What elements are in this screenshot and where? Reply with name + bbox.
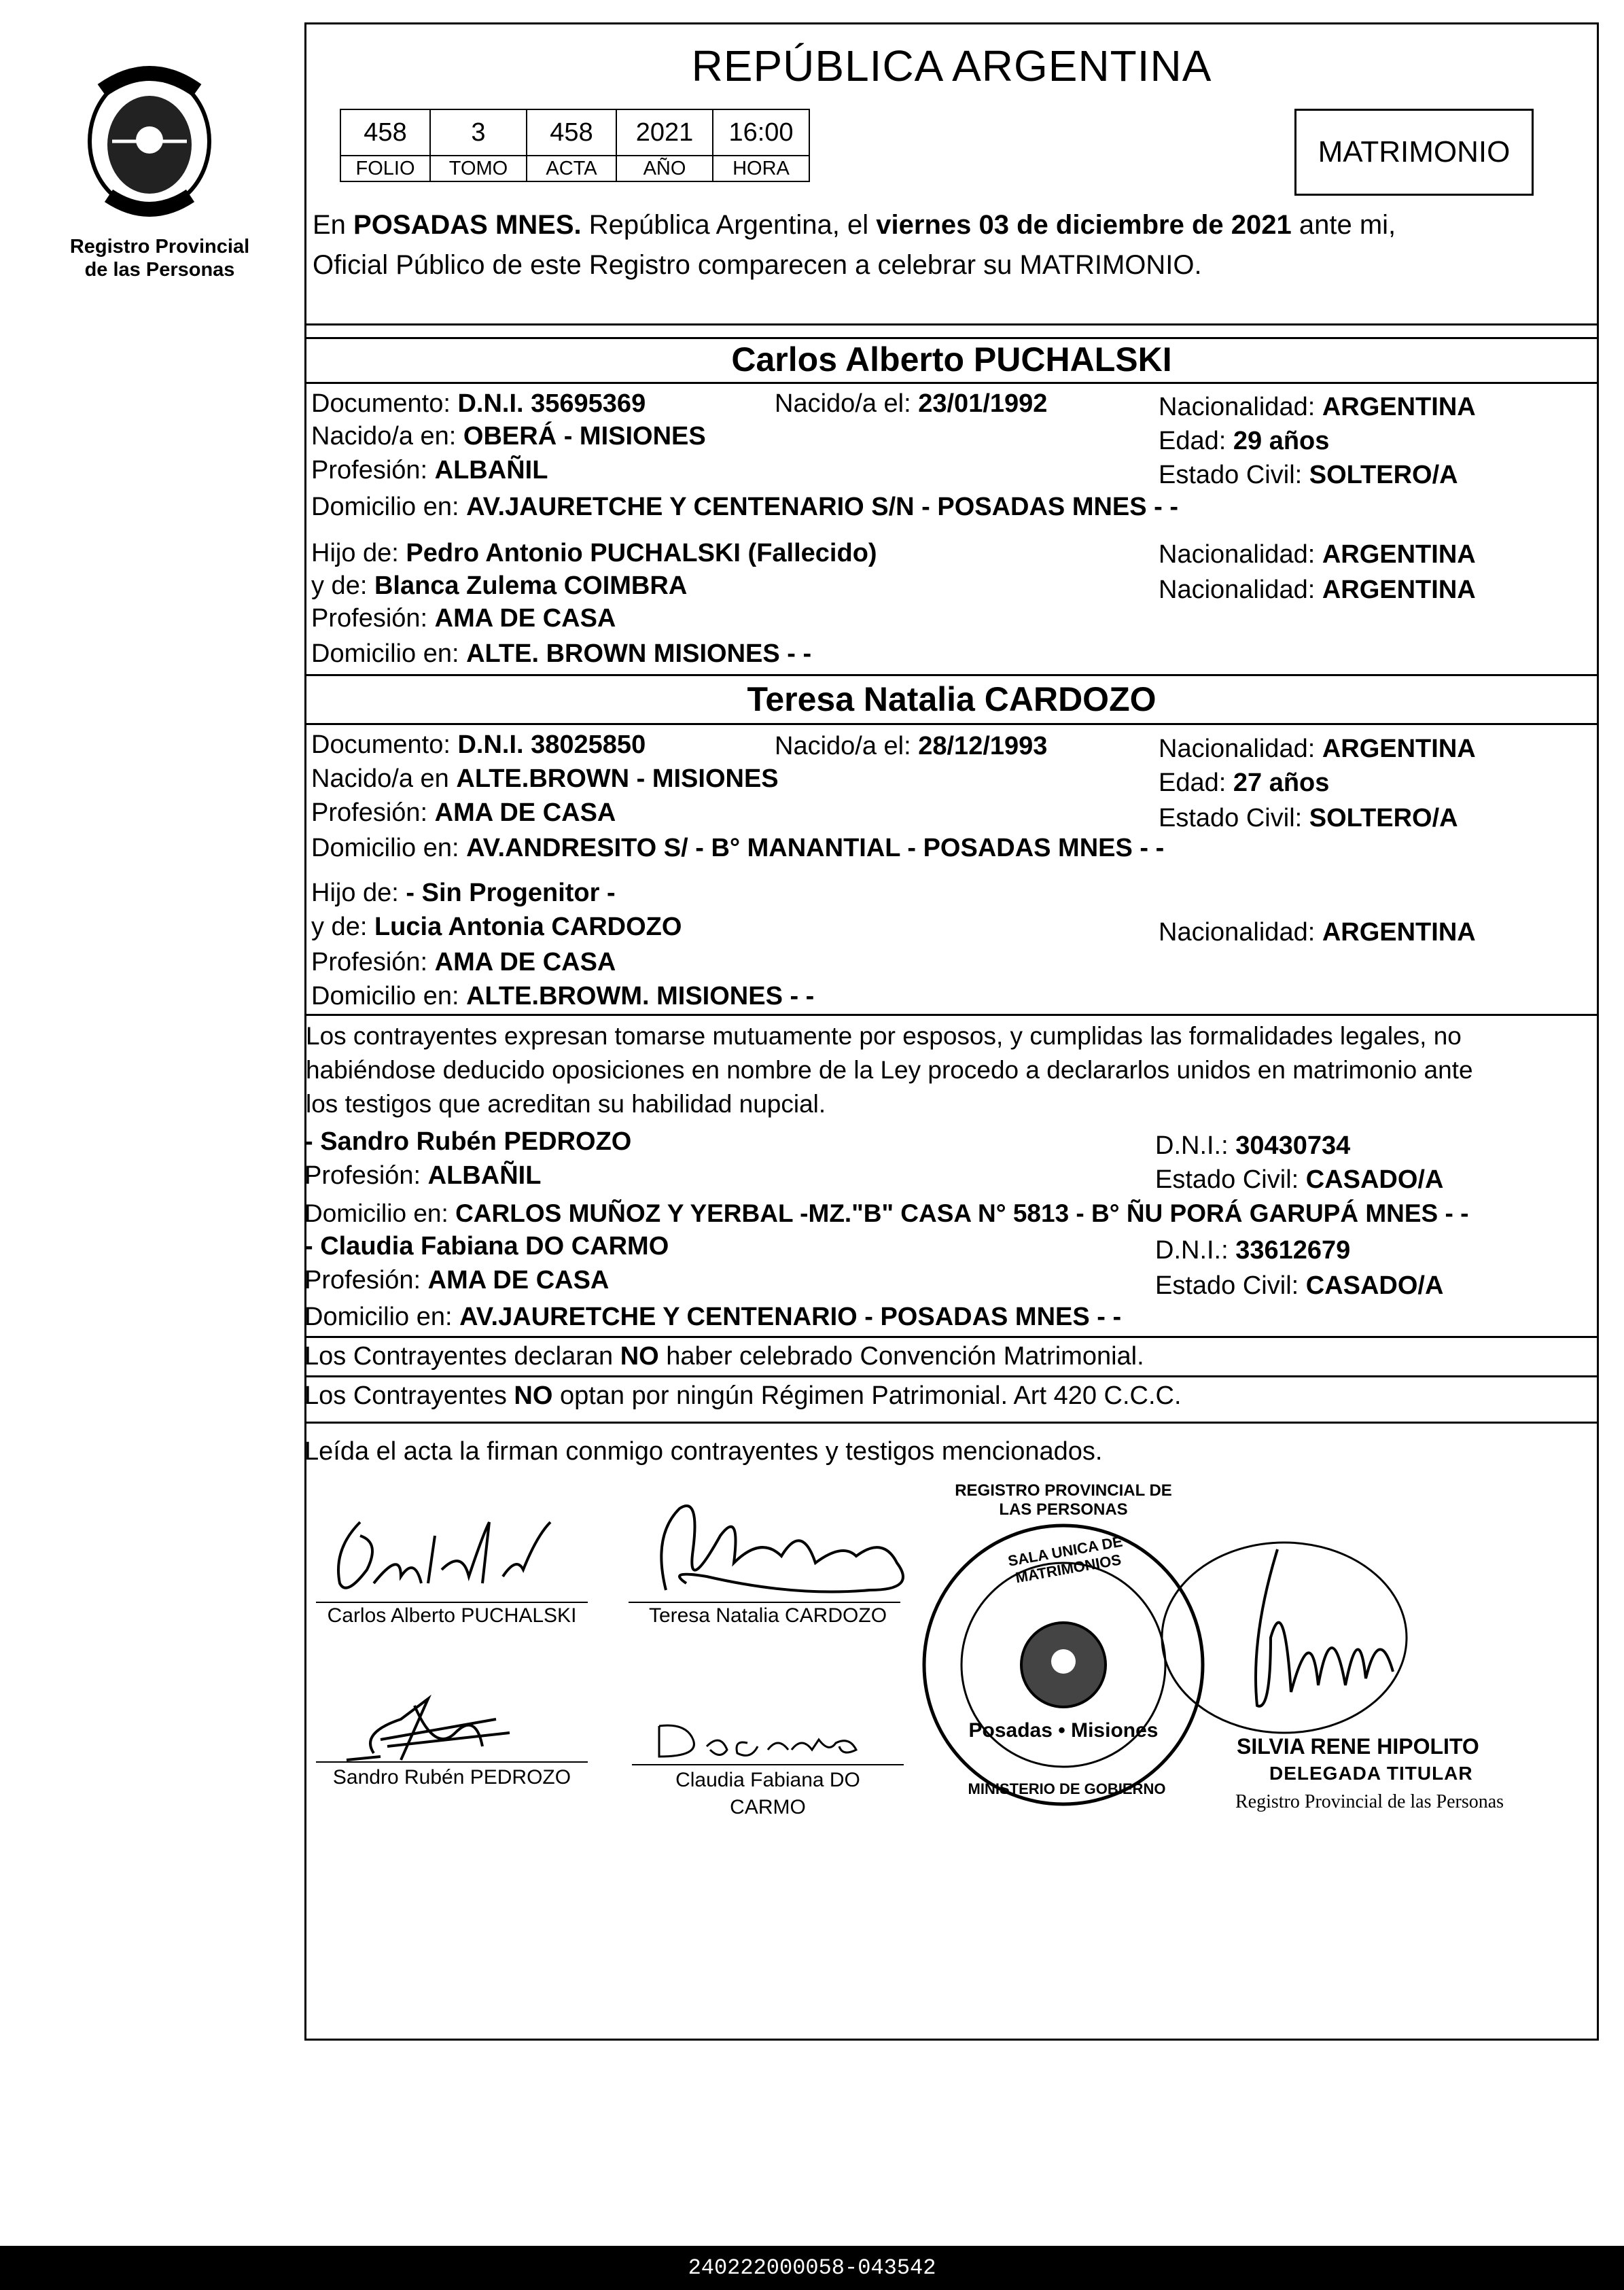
party1-parent-address <box>311 637 811 670</box>
seal-inner-text: SALA UNICA DE MATRIMONIOS <box>1006 1532 1124 1587</box>
label: Domicilio en: <box>311 982 467 1010</box>
intro-date: viernes 03 de diciembre de 2021 <box>876 210 1292 240</box>
divider <box>304 382 1599 384</box>
value: OBERÁ - MISIONES <box>463 422 706 451</box>
value: SOLTERO/A <box>1309 804 1458 832</box>
label: Estado Civil: <box>1155 1271 1306 1300</box>
document-id-bar: 240222000058-043542 <box>0 2246 1624 2290</box>
value: ARGENTINA <box>1322 735 1476 763</box>
declaration-line1: Los contrayentes expresan tomarse mutuamente por esposos, y cumplidas las formalidades legales, no <box>306 1022 1462 1050</box>
value: 28/12/1993 <box>918 732 1048 760</box>
official-org: Registro Provincial de las Personas <box>1235 1791 1504 1812</box>
witness2-profession <box>304 1264 609 1297</box>
label: Profesión: <box>311 456 435 485</box>
convention-line2 <box>304 1379 1182 1412</box>
label: Nacionalidad: <box>1159 735 1322 763</box>
value: ALBAÑIL <box>427 1161 542 1190</box>
value: CARLOS MUÑOZ Y YERBAL -MZ."B" CASA N° 5813 - B° ÑU PORÁ GARUPÁ MNES - - <box>455 1199 1469 1227</box>
party1-address <box>311 491 1178 523</box>
value: 29 años <box>1233 427 1330 455</box>
intro-place: POSADAS MNES. <box>353 210 582 240</box>
act-type: MATRIMONIO <box>1318 135 1511 169</box>
text: Los Contrayentes declaran <box>304 1342 620 1371</box>
label: Estado Civil: <box>1155 1165 1306 1194</box>
official-signature <box>1155 1536 1536 1740</box>
value: SOLTERO/A <box>1309 461 1458 489</box>
label: Estado Civil: <box>1159 804 1309 832</box>
emphasis: NO <box>620 1342 659 1371</box>
value: CASADO/A <box>1305 1271 1444 1300</box>
party1-parent-profession <box>311 602 616 635</box>
value: AMA DE CASA <box>427 1266 610 1294</box>
party1-birthdate <box>775 387 1047 420</box>
party1-mother <box>311 569 687 602</box>
text: haber celebrado Convención Matrimonial. <box>658 1342 1144 1371</box>
value: D.N.I. 38025850 <box>457 730 646 759</box>
signature-pedrozo <box>319 1692 591 1767</box>
value: 30430734 <box>1235 1131 1351 1160</box>
value: ARGENTINA <box>1322 918 1476 947</box>
signature-name-docarmo-line1: Claudia Fabiana DO <box>675 1769 860 1791</box>
party1-profession <box>311 454 548 487</box>
hora-label: HORA <box>713 156 809 181</box>
value: ALBAÑIL <box>434 456 548 485</box>
label: Profesión: <box>311 948 435 976</box>
label: Nacionalidad: <box>1159 540 1322 569</box>
folio-label: FOLIO <box>340 156 430 181</box>
party2-birthplace <box>311 762 779 795</box>
label: Domicilio en: <box>311 493 467 521</box>
witness2-address <box>304 1301 1121 1333</box>
label: Profesión: <box>311 604 435 633</box>
party1-nationality <box>1159 391 1476 423</box>
signature-name-cardozo: Teresa Natalia CARDOZO <box>648 1604 887 1627</box>
label: Profesión: <box>311 798 435 827</box>
label: y de: <box>311 571 374 600</box>
value: ALTE.BROWM. MISIONES - - <box>466 982 815 1010</box>
signature-name-docarmo <box>629 1767 907 1821</box>
closing-text: Leída el acta la firman conmigo contrayentes y testigos mencionados. <box>304 1437 1103 1466</box>
label: Nacionalidad: <box>1159 576 1322 604</box>
emphasis: NO <box>514 1381 553 1410</box>
declaration-line3: los testigos que acreditan su habilidad nupcial. <box>306 1090 826 1118</box>
label: Domicilio en: <box>304 1199 456 1227</box>
party2-nationality <box>1159 733 1476 765</box>
seal-outer-text: REGISTRO PROVINCIAL DE LAS PERSONAS <box>955 1481 1172 1519</box>
folio-value: 458 <box>340 109 430 156</box>
label: Documento: <box>311 389 458 418</box>
label: Nacido/a en <box>311 764 457 793</box>
value: ALTE.BROWN - MISIONES <box>456 764 779 793</box>
label: Hijo de: <box>311 539 406 567</box>
party1-birthplace <box>311 420 706 453</box>
value: ARGENTINA <box>1322 393 1476 421</box>
acta-value: 458 <box>527 109 616 156</box>
label: Nacido/a el: <box>775 732 919 760</box>
value: CASADO/A <box>1305 1165 1444 1194</box>
intro-line1 <box>313 207 1396 243</box>
party1-name: Carlos Alberto PUCHALSKI <box>731 340 1172 378</box>
official-role: DELEGADA TITULAR <box>1269 1763 1473 1784</box>
divider <box>304 1375 1599 1377</box>
value: - Sin Progenitor - <box>406 879 616 907</box>
party2-birthdate <box>775 730 1047 762</box>
label: Estado Civil: <box>1159 461 1309 489</box>
seal-bottom-text: MINISTERIO DE GOBIERNO <box>968 1780 1166 1797</box>
value: AV.JAURETCHE Y CENTENARIO - POSADAS MNES - - <box>459 1303 1122 1331</box>
value: 23/01/1992 <box>918 389 1048 418</box>
party1-civil-status <box>1159 459 1458 491</box>
witness1-dni <box>1155 1129 1350 1162</box>
value: ARGENTINA <box>1322 576 1476 604</box>
label: Documento: <box>311 730 458 759</box>
witness2-civil-status <box>1155 1269 1443 1302</box>
text: Los Contrayentes <box>304 1381 514 1410</box>
label: Domicilio en: <box>304 1303 460 1331</box>
official-name: SILVIA RENE HIPOLITO <box>1237 1734 1479 1759</box>
value: 27 años <box>1233 769 1330 797</box>
intro-post: ante mi, <box>1291 210 1396 240</box>
party2-document <box>311 728 646 761</box>
signature-name-puchalski: Carlos Alberto PUCHALSKI <box>327 1604 577 1627</box>
party1-mother-nationality <box>1159 574 1476 606</box>
party2-profession <box>311 796 616 829</box>
intro-mid: República Argentina, el <box>581 210 877 240</box>
country-title: REPÚBLICA ARGENTINA <box>691 41 1212 90</box>
registry-caption-line2: de las Personas <box>84 259 235 281</box>
divider <box>304 674 1599 676</box>
value: 33612679 <box>1235 1236 1351 1265</box>
label: Nacido/a el: <box>775 389 919 418</box>
label: Profesión: <box>304 1161 428 1190</box>
signature-puchalski <box>319 1495 591 1597</box>
value: ARGENTINA <box>1322 540 1476 569</box>
value: AMA DE CASA <box>434 948 616 976</box>
tomo-label: TOMO <box>430 156 527 181</box>
label: Nacionalidad: <box>1159 393 1322 421</box>
value: AMA DE CASA <box>434 604 616 633</box>
value: Lucia Antonia CARDOZO <box>374 913 682 941</box>
divider <box>304 1336 1599 1338</box>
act-id-table <box>340 109 810 182</box>
witness1-name: - Sandro Rubén PEDROZO <box>304 1127 632 1156</box>
party2-parent-profession <box>311 946 616 979</box>
party1-father-nationality <box>1159 538 1476 571</box>
label: Edad: <box>1159 769 1233 797</box>
witness2-name: - Claudia Fabiana DO CARMO <box>304 1232 669 1261</box>
party2-parent-address <box>311 980 814 1012</box>
signature-name-docarmo-line2: CARMO <box>730 1796 806 1818</box>
signature-docarmo <box>652 1719 883 1767</box>
label: Nacionalidad: <box>1159 918 1322 947</box>
party2-address <box>311 832 1164 864</box>
declaration-line2: habiéndose deducido oposiciones en nombre de la Ley procedo a declararlos unidos en matrimonio ante <box>306 1056 1473 1084</box>
ano-label: AÑO <box>616 156 713 181</box>
value: ALTE. BROWN MISIONES - - <box>466 639 812 668</box>
value: AV.JAURETCHE Y CENTENARIO S/N - POSADAS MNES - - <box>466 493 1179 521</box>
text: optan por ningún Régimen Patrimonial. Art 420 C.C.C. <box>552 1381 1182 1410</box>
party2-civil-status <box>1159 802 1458 834</box>
party2-age <box>1159 767 1329 799</box>
party2-mother-nationality <box>1159 916 1476 949</box>
value: Blanca Zulema COIMBRA <box>374 571 688 600</box>
signature-cardozo <box>625 1495 931 1604</box>
convention-line1 <box>304 1340 1144 1373</box>
label: Domicilio en: <box>311 639 467 668</box>
province-coat-of-arms <box>75 60 224 216</box>
registry-caption <box>48 235 272 281</box>
witness1-address <box>304 1197 1468 1230</box>
label: Nacido/a en: <box>311 422 463 451</box>
party1-document <box>311 387 646 420</box>
label: D.N.I.: <box>1155 1131 1236 1160</box>
witness1-profession <box>304 1159 541 1192</box>
ano-value: 2021 <box>616 109 713 156</box>
party2-mother <box>311 911 682 943</box>
tomo-value: 3 <box>430 109 527 156</box>
witness1-civil-status <box>1155 1163 1443 1196</box>
value: AMA DE CASA <box>434 798 616 827</box>
party2-father <box>311 877 616 909</box>
label: Edad: <box>1159 427 1233 455</box>
witness2-dni <box>1155 1234 1350 1267</box>
seal-city: Posadas • Misiones <box>968 1719 1159 1742</box>
value: AV.ANDRESITO S/ - B° MANANTIAL - POSADAS MNES - - <box>466 834 1165 862</box>
label: Domicilio en: <box>311 834 467 862</box>
acta-label: ACTA <box>527 156 616 181</box>
hora-value: 16:00 <box>713 109 809 156</box>
registry-caption-line1: Registro Provincial <box>69 236 250 258</box>
signature-line <box>632 1764 904 1765</box>
divider <box>304 723 1599 725</box>
label: Hijo de: <box>311 879 406 907</box>
label: y de: <box>311 913 374 941</box>
divider <box>304 337 1599 339</box>
party2-name: Teresa Natalia CARDOZO <box>747 680 1157 718</box>
label: Profesión: <box>304 1266 428 1294</box>
divider <box>304 323 1599 325</box>
intro-line2: Oficial Público de este Registro comparecen a celebrar su MATRIMONIO. <box>313 250 1202 280</box>
act-type-box <box>1294 109 1534 196</box>
party1-age <box>1159 425 1329 457</box>
signature-name-pedrozo: Sandro Rubén PEDROZO <box>332 1766 571 1789</box>
party1-father <box>311 537 877 569</box>
divider <box>304 1422 1599 1424</box>
signature-line <box>316 1761 588 1763</box>
label: D.N.I.: <box>1155 1236 1236 1265</box>
divider <box>304 1014 1599 1016</box>
value: Pedro Antonio PUCHALSKI (Fallecido) <box>406 539 877 567</box>
intro-pre: En <box>313 210 354 240</box>
value: D.N.I. 35695369 <box>457 389 646 418</box>
